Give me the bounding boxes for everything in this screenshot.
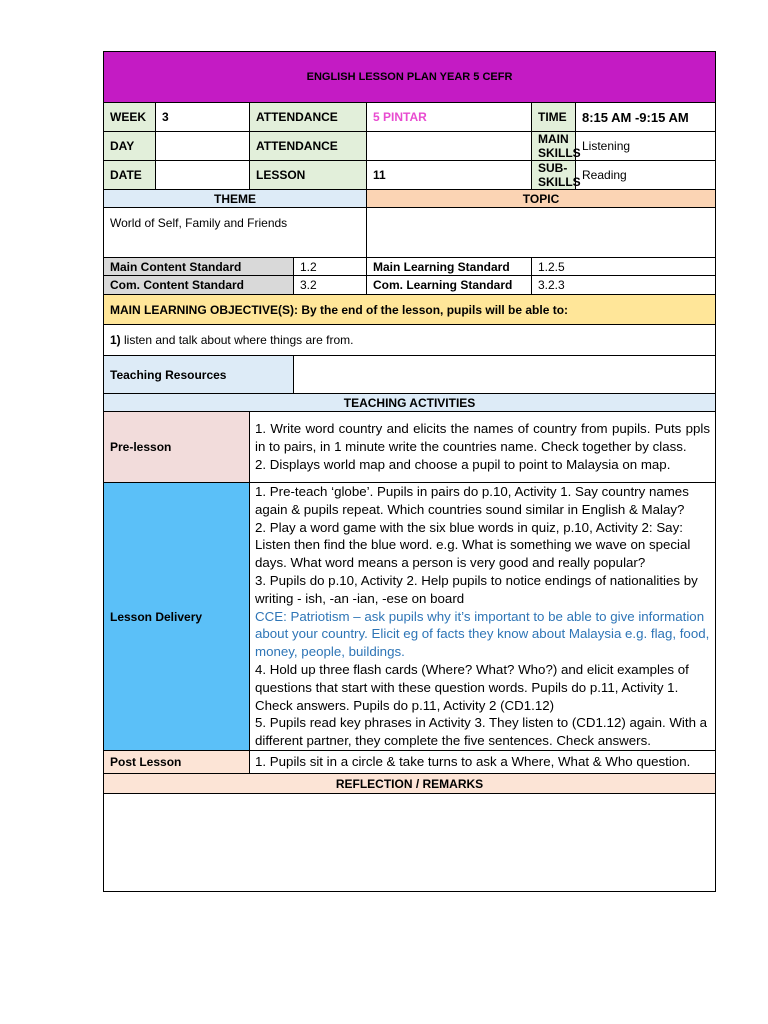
reflection-heading: REFLECTION / REMARKS xyxy=(104,774,716,794)
lesson-label: LESSON xyxy=(250,161,367,190)
lesson-plan-table xyxy=(103,51,716,892)
attendance-value-1: 5 PINTAR xyxy=(367,103,532,132)
lesson-delivery-step-5: 5. Pupils read key phrases in Activity 3. They listen to (CD1.12) again. With a different partner, they complete the five sentences. Check answers. xyxy=(255,715,708,749)
lesson-plan xyxy=(103,51,715,892)
time-value: 8:15 AM -9:15 AM xyxy=(576,103,716,132)
time-label: TIME xyxy=(532,103,576,132)
teaching-resources-label: Teaching Resources xyxy=(104,356,294,394)
sub-skills-value: Reading xyxy=(576,161,716,190)
pre-lesson-step-2: 2. Displays world map and choose a pupil to point to Malaysia on map. xyxy=(255,456,671,472)
pre-lesson-step-1: 1. Write word country and elicits the names of country from pupils. Puts ppls in to pairs, in 1 minute write the countries name. Check together by class. xyxy=(255,421,711,455)
topic-label: TOPIC xyxy=(367,190,716,208)
com-content-standard-value: 3.2 xyxy=(294,276,367,295)
lesson-delivery-step-3: 3. Pupils do p.10, Activity 2. Help pupils to notice endings of nationalities by writing - ish, -an -ian, -ese on board xyxy=(255,573,698,606)
reflection-content xyxy=(104,794,716,892)
attendance-value-2 xyxy=(367,132,532,161)
main-skills-label: MAIN SKILLS xyxy=(532,132,576,161)
main-learning-standard-value: 1.2.5 xyxy=(532,258,716,276)
com-learning-standard-value: 3.2.3 xyxy=(532,276,716,295)
attendance-label-1: ATTENDANCE xyxy=(250,103,367,132)
teaching-activities-heading: TEACHING ACTIVITIES xyxy=(104,394,716,412)
theme-label: THEME xyxy=(104,190,367,208)
main-content-standard-label: Main Content Standard xyxy=(104,258,294,276)
week-value: 3 xyxy=(156,103,250,132)
pre-lesson-label: Pre-lesson xyxy=(104,412,250,483)
sub-skills-label: SUB-SKILLS xyxy=(532,161,576,190)
date-label: DATE xyxy=(104,161,156,190)
lesson-value: 11 xyxy=(367,161,532,190)
teaching-resources-value xyxy=(294,356,716,394)
post-lesson-label: Post Lesson xyxy=(104,751,250,774)
learning-objective-item xyxy=(104,325,716,356)
objective-number: 1) xyxy=(110,333,121,347)
main-content-standard-value: 1.2 xyxy=(294,258,367,276)
lesson-delivery-step-4: 4. Hold up three flash cards (Where? What? Who?) and elicit examples of questions that start with these question words. Pupils do p.11, Activity 1. Check answers. Pupils do p.11, Activity 2 (CD1.12) xyxy=(255,661,689,713)
pre-lesson-content xyxy=(250,412,716,483)
day-value xyxy=(156,132,250,161)
main-learning-standard-label: Main Learning Standard xyxy=(367,258,532,276)
lesson-delivery-step-2: 2. Play a word game with the six blue words in quiz, p.10, Activity 2: Say: Listen then find the blue word. e.g. What is something we wave on special days. What word means a person is very good and really popular? xyxy=(255,519,691,571)
objective-text: listen and talk about where things are from. xyxy=(120,333,354,347)
lesson-delivery-content xyxy=(250,483,716,751)
com-content-standard-label: Com. Content Standard xyxy=(104,276,294,295)
lesson-plan-title: ENGLISH LESSON PLAN YEAR 5 CEFR xyxy=(104,52,716,103)
lesson-delivery-label: Lesson Delivery xyxy=(104,483,250,751)
theme-value: World of Self, Family and Friends xyxy=(104,208,367,258)
day-label: DAY xyxy=(104,132,156,161)
topic-value xyxy=(367,208,716,258)
learning-objective-heading: MAIN LEARNING OBJECTIVE(S): By the end of the lesson, pupils will be able to: xyxy=(104,295,716,325)
post-lesson-content: 1. Pupils sit in a circle & take turns to ask a Where, What & Who question. xyxy=(250,751,716,774)
date-value xyxy=(156,161,250,190)
com-learning-standard-label: Com. Learning Standard xyxy=(367,276,532,295)
lesson-delivery-step-1: 1. Pre-teach ‘globe’. Pupils in pairs do p.10, Activity 1. Say country names again & pupils repeat. Which countries sound similar in English & Malay? xyxy=(255,484,689,517)
main-skills-value: Listening xyxy=(576,132,716,161)
week-label: WEEK xyxy=(104,103,156,132)
cce-patriotism-note: CCE: Patriotism – ask pupils why it’s important to be able to give information about your country. Elicit eg of facts they know about Malaysia e.g. flag, food, money, people, buildings. xyxy=(255,608,710,660)
attendance-label-2: ATTENDANCE xyxy=(250,132,367,161)
